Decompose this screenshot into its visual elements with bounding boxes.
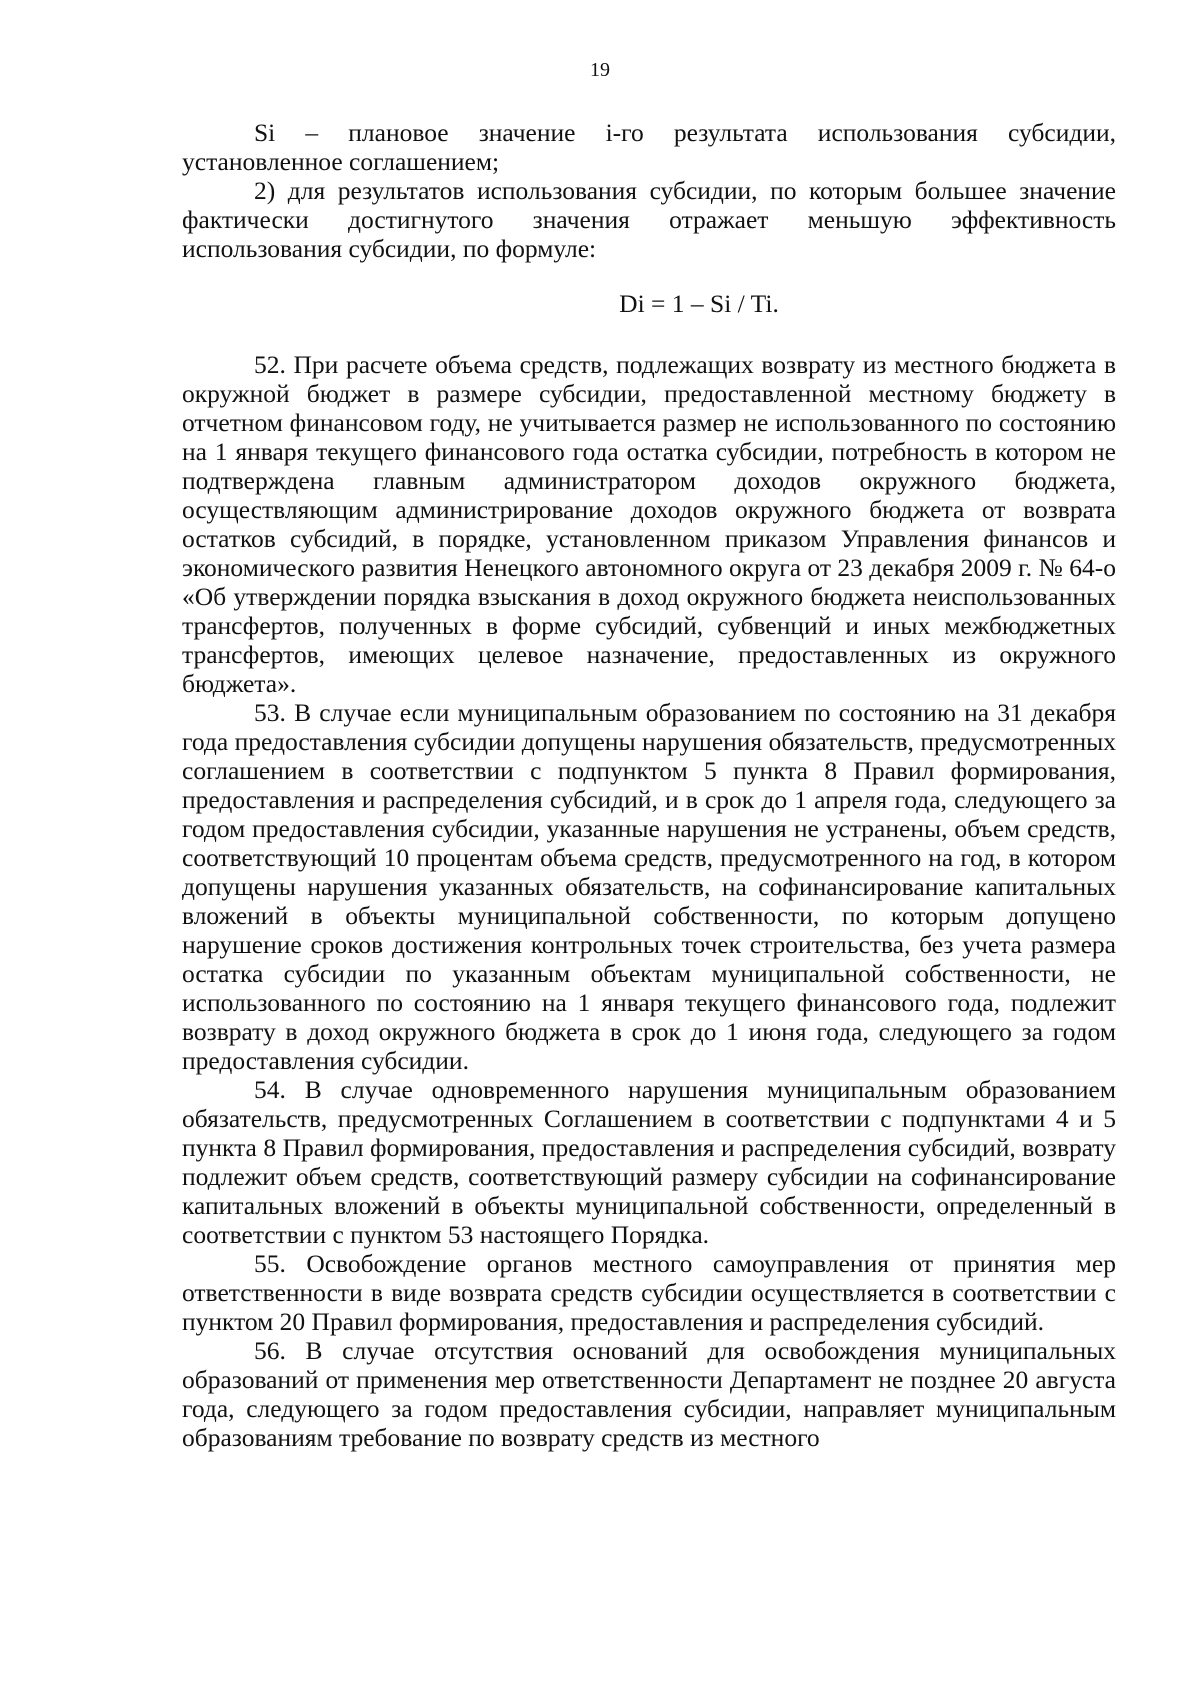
page-number: 19 bbox=[590, 59, 610, 81]
formula: Di = 1 – Si / Ti. bbox=[619, 289, 779, 318]
document-body bbox=[182, 118, 1116, 1452]
paragraph-53: 53. В случае если муниципальным образованием по состоянию на 31 декабря года предоставления субсидии допущены нарушения обязательств, предусмотренных соглашением в соответствии с подпунктом 5 пункта 8 Правил формирования, предоставления и распределения субсидий, и в срок до 1 апреля года, следующего за годом предоставления субсидии, указанные нарушения не устранены, объем средств, соответствующий 10 процентам объема средств, предусмотренного на год, в котором допущены нарушения указанных обязательств, на софинансирование капитальных вложений в объекты муниципальной собственности, по которым допущено нарушение сроков достижения контрольных точек строительства, без учета размера остатка субсидии по указанным объектам муниципальной собственности, не использованного по состоянию на 1 января текущего финансового года, подлежит возврату в доход окружного бюджета в срок до 1 июня года, следующего за годом предоставления субсидии. bbox=[182, 698, 1116, 1075]
paragraph-55: 55. Освобождение органов местного самоуправления от принятия мер ответственности в виде возврата средств субсидии осуществляется в соответствии с пунктом 20 Правил формирования, предоставления и распределения субсидий. bbox=[182, 1249, 1116, 1336]
item-2-formula-intro: 2) для результатов использования субсидии, по которым большее значение фактически достигнутого значения отражает меньшую эффективность использования субсидии, по формуле: bbox=[182, 176, 1116, 263]
definition-si: Si – плановое значение i-го результата использования субсидии, установленное соглашением; bbox=[182, 118, 1116, 176]
paragraph-52: 52. При расчете объема средств, подлежащих возврату из местного бюджета в окружной бюджет в размере субсидии, предоставленной местному бюджету в отчетном финансовом году, не учитывается размер не использованного по состоянию на 1 января текущего финансового года остатка субсидии, потребность в котором не подтверждена главным администратором доходов окружного бюджета, осуществляющим администрирование доходов окружного бюджета от возврата остатков субсидий, в порядке, установленном приказом Управления финансов и экономического развития Ненецкого автономного округа от 23 декабря 2009 г. № 64-о «Об утверждении порядка взыскания в доход окружного бюджета неиспользованных трансфертов, полученных в форме субсидий, субвенций и иных межбюджетных трансфертов, имеющих целевое назначение, предоставленных из окружного бюджета». bbox=[182, 350, 1116, 698]
paragraph-54: 54. В случае одновременного нарушения муниципальным образованием обязательств, предусмотренных Соглашением в соответствии с подпунктами 4 и 5 пункта 8 Правил формирования, предоставления и распределения субсидий, возврату подлежит объем средств, соответствующий размеру субсидии на софинансирование капитальных вложений в объекты муниципальной собственности, определенный в соответствии с пунктом 53 настоящего Порядка. bbox=[182, 1075, 1116, 1249]
paragraph-56: 56. В случае отсутствия оснований для освобождения муниципальных образований от применения мер ответственности Департамент не позднее 20 августа года, следующего за годом предоставления субсидии, направляет муниципальным образованиям требование по возврату средств из местного bbox=[182, 1336, 1116, 1452]
